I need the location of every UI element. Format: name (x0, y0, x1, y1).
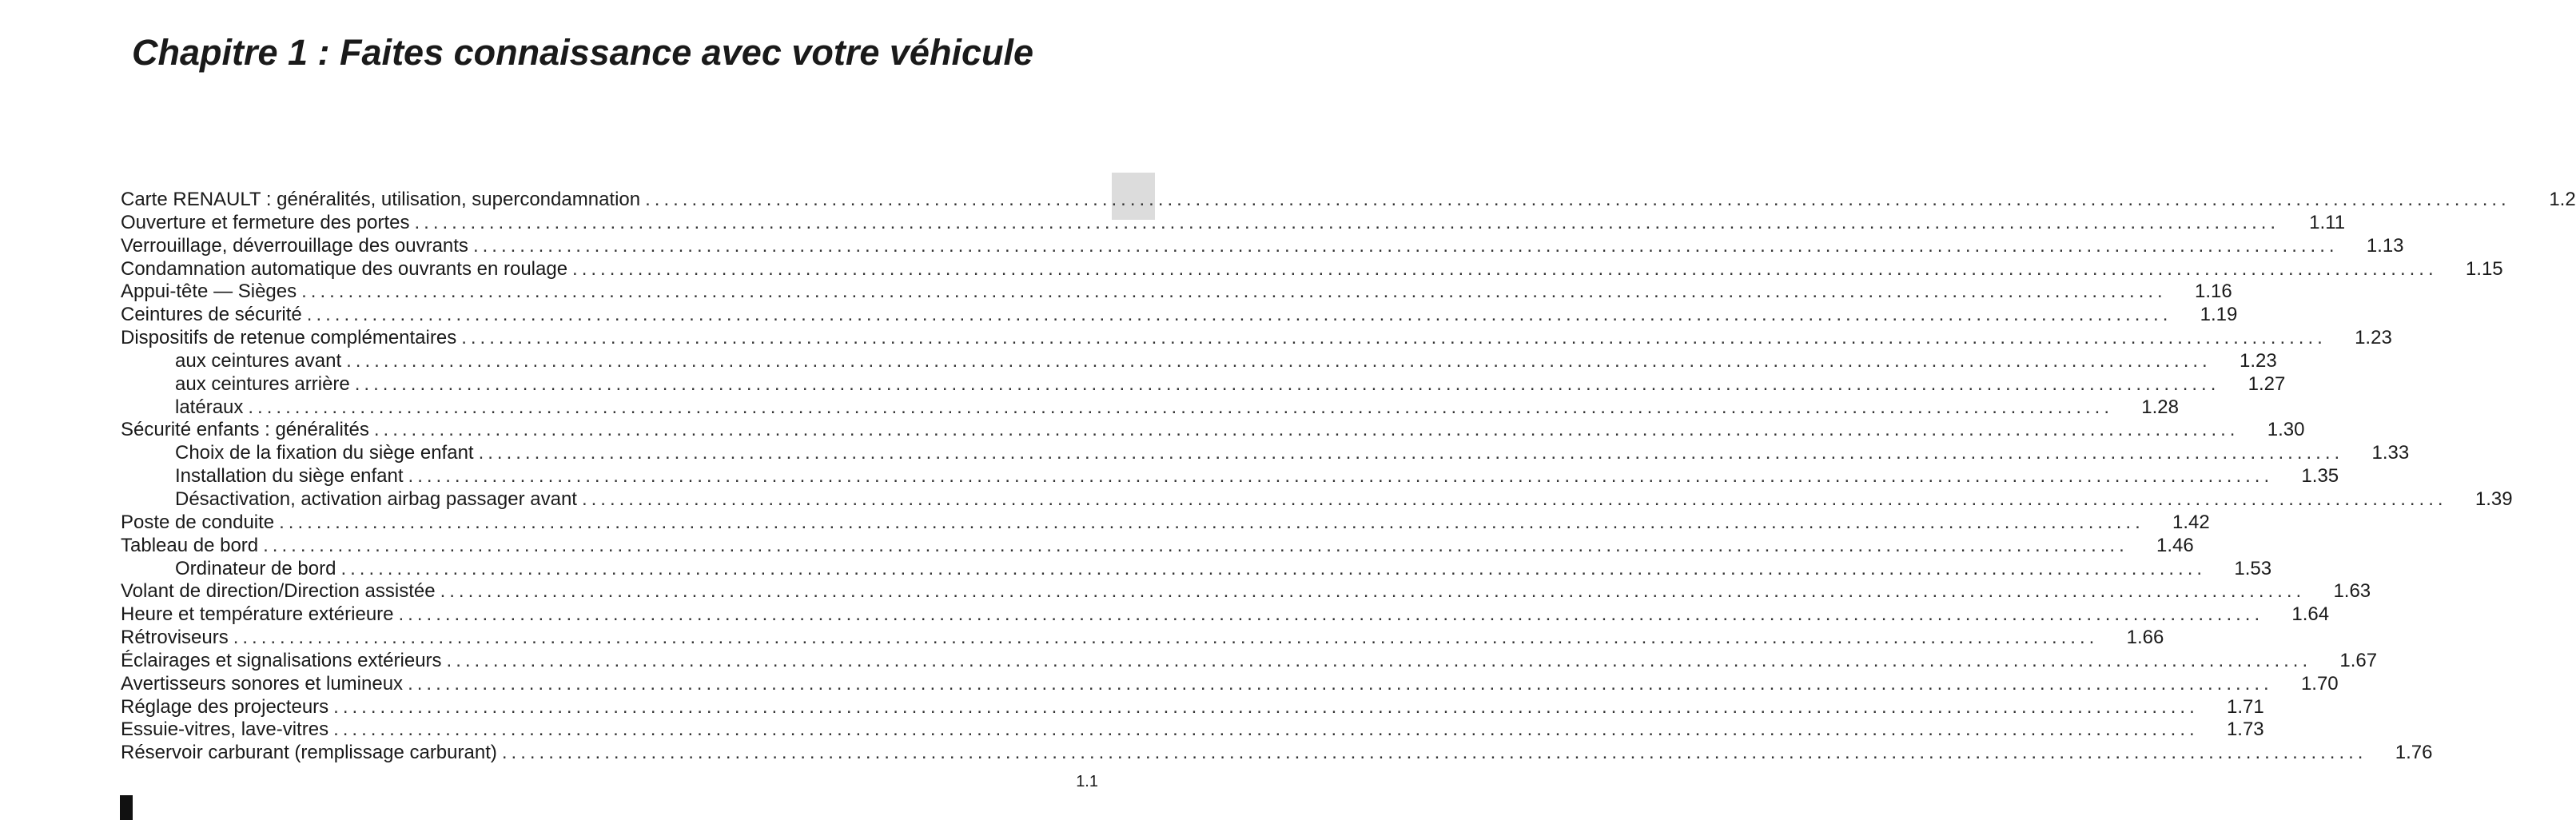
dot-leader: ........................................................................................................................................................................................................ (263, 534, 2128, 556)
dot-leader: ........................................................................................................................................................................................................ (233, 627, 2099, 649)
toc-entry-label: Sécurité enfants : généralités (121, 419, 369, 441)
toc-entry-label: Dispositifs de retenue complémentaires (121, 327, 457, 349)
toc-entry-label: Ceintures de sécurité (121, 304, 302, 326)
dot-leader: ........................................................................................................................................................................................................ (248, 396, 2113, 418)
toc-entry-label: Carte RENAULT : généralités, utilisation, supercondamnation (121, 189, 641, 210)
table-of-contents (121, 189, 2576, 765)
dot-leader: ........................................................................................................................................................................................................ (461, 327, 2327, 349)
toc-entry[interactable] (121, 695, 2264, 719)
toc-subentry[interactable] (121, 557, 2272, 581)
toc-entry[interactable] (121, 234, 2404, 258)
toc-entry-page: 1.33 (2371, 442, 2410, 464)
dot-leader: ........................................................................................................................................................................................................ (346, 349, 2212, 372)
toc-entry[interactable] (121, 718, 2264, 742)
dot-leader: ........................................................................................................................................................................................................ (581, 488, 2447, 510)
toc-entry-label: Volant de direction/Direction assistée (121, 580, 436, 603)
toc-entry-page: 1.28 (2141, 396, 2179, 418)
toc-entry[interactable] (121, 257, 2503, 281)
toc-entry-label: Ouverture et fermeture des portes (121, 211, 410, 233)
toc-subentry[interactable] (121, 349, 2277, 373)
dot-leader: ........................................................................................................................................................................................................ (446, 649, 2312, 671)
dot-leader: ........................................................................................................................................................................................................ (340, 557, 2207, 579)
toc-entry-page: 1.42 (2172, 511, 2210, 533)
toc-entry-label: Heure et température extérieure (121, 603, 394, 626)
toc-entry[interactable] (121, 627, 2164, 650)
toc-entry-page: 1.35 (2301, 465, 2339, 488)
dot-leader: ........................................................................................................................................................................................................ (279, 511, 2144, 533)
toc-entry-label: Tableau de bord (121, 534, 259, 556)
toc-entry-page: 1.63 (2333, 580, 2371, 603)
toc-entry-label: latéraux (175, 396, 244, 418)
toc-subentry[interactable] (121, 465, 2339, 488)
dot-leader: ........................................................................................................................................................................................................ (472, 234, 2339, 257)
toc-entry[interactable] (121, 189, 2576, 212)
toc-entry-label: aux ceintures avant (175, 349, 342, 372)
toc-subentry[interactable] (121, 396, 2179, 420)
toc-entry-label: Verrouillage, déverrouillage des ouvrants (121, 234, 468, 257)
dot-leader: ........................................................................................................................................................................................................ (333, 695, 2199, 718)
toc-entry-page: 1.64 (2291, 603, 2330, 626)
toc-entry[interactable] (121, 534, 2194, 558)
toc-entry-label: Rétroviseurs (121, 627, 229, 649)
toc-entry-label: Choix de la fixation du siège enfant (175, 442, 474, 464)
dot-leader: ........................................................................................................................................................................................................ (398, 603, 2264, 626)
toc-entry-label: Éclairages et signalisations extérieurs (121, 649, 442, 671)
dot-leader: ........................................................................................................................................................................................................ (301, 281, 2167, 303)
toc-entry-page: 1.53 (2234, 557, 2272, 579)
toc-entry[interactable] (121, 603, 2330, 627)
toc-subentry[interactable] (121, 442, 2410, 465)
toc-entry-page: 1.39 (2474, 488, 2513, 510)
toc-entry-page: 1.76 (2395, 742, 2433, 764)
toc-entry-page: 1.67 (2339, 649, 2378, 671)
toc-entry-label: Appui-tête — Sièges (121, 281, 297, 303)
dot-leader: ........................................................................................................................................................................................................ (408, 672, 2273, 695)
dot-leader: ........................................................................................................................................................................................................ (354, 372, 2220, 395)
toc-entry[interactable] (121, 304, 2238, 327)
dot-leader: ........................................................................................................................................................................................................ (333, 718, 2199, 741)
toc-entry-page: 1.19 (2200, 304, 2238, 326)
dot-leader: ........................................................................................................................................................................................................ (478, 442, 2344, 464)
toc-entry-page: 1.23 (2240, 349, 2277, 372)
toc-entry[interactable] (121, 580, 2371, 603)
toc-entry-page: 1.15 (2465, 257, 2503, 280)
dot-leader: ........................................................................................................................................................................................................ (408, 465, 2274, 488)
toc-entry-page: 1.27 (2248, 372, 2286, 395)
dot-leader: ........................................................................................................................................................................................................ (306, 304, 2172, 326)
toc-entry-label: Réservoir carburant (remplissage carburant) (121, 742, 497, 764)
dot-leader: ........................................................................................................................................................................................................ (501, 742, 2367, 764)
toc-subentry[interactable] (121, 372, 2286, 396)
toc-entry-label: aux ceintures arrière (175, 372, 350, 395)
toc-entry-page: 1.11 (2309, 211, 2346, 233)
toc-entry-label: Poste de conduite (121, 511, 275, 533)
toc-entry-page: 1.46 (2156, 534, 2194, 556)
dot-leader: ........................................................................................................................................................................................................ (645, 189, 2510, 210)
dot-leader: ........................................................................................................................................................................................................ (572, 257, 2438, 280)
toc-entry-label: Ordinateur de bord (175, 557, 336, 579)
toc-entry-label: Avertisseurs sonores et lumineux (121, 672, 404, 695)
toc-entry-page: 1.70 (2300, 672, 2339, 695)
toc-entry[interactable] (121, 211, 2346, 235)
toc-entry-page: 1.73 (2226, 718, 2264, 741)
dot-leader: ........................................................................................................................................................................................................ (414, 211, 2280, 233)
toc-entry-label: Désactivation, activation airbag passager avant (175, 488, 577, 510)
toc-entry[interactable] (121, 327, 2392, 350)
printer-corner-mark (120, 795, 133, 820)
toc-entry-label: Essuie-vitres, lave-vitres (121, 718, 329, 741)
dot-leader: ........................................................................................................................................................................................................ (440, 580, 2306, 603)
chapter-title: Chapitre 1 : Faites connaissance avec votre véhicule (132, 32, 1033, 73)
toc-entry-label: Condamnation automatique des ouvrants en roulage (121, 257, 568, 280)
toc-entry-label: Réglage des projecteurs (121, 695, 329, 718)
toc-entry[interactable] (121, 511, 2210, 535)
toc-entry-label: Installation du siège enfant (175, 465, 404, 488)
toc-entry-page: 1.66 (2126, 627, 2164, 649)
toc-entry-page: 1.16 (2195, 281, 2232, 303)
toc-entry[interactable] (121, 281, 2232, 304)
toc-entry-page: 1.30 (2267, 419, 2305, 441)
toc-subentry[interactable] (121, 488, 2513, 512)
toc-entry[interactable] (121, 649, 2378, 673)
toc-entry[interactable] (121, 419, 2305, 442)
page-number: 1.1 (1076, 773, 1098, 790)
dot-leader: ........................................................................................................................................................................................................ (373, 419, 2240, 441)
toc-entry-page: 1.13 (2366, 234, 2404, 257)
toc-entry[interactable] (121, 742, 2433, 765)
toc-entry-page: 1.23 (2355, 327, 2392, 349)
toc-entry-page: 1.2 (2549, 189, 2576, 210)
toc-entry-page: 1.71 (2227, 695, 2264, 718)
toc-entry[interactable] (121, 672, 2339, 696)
